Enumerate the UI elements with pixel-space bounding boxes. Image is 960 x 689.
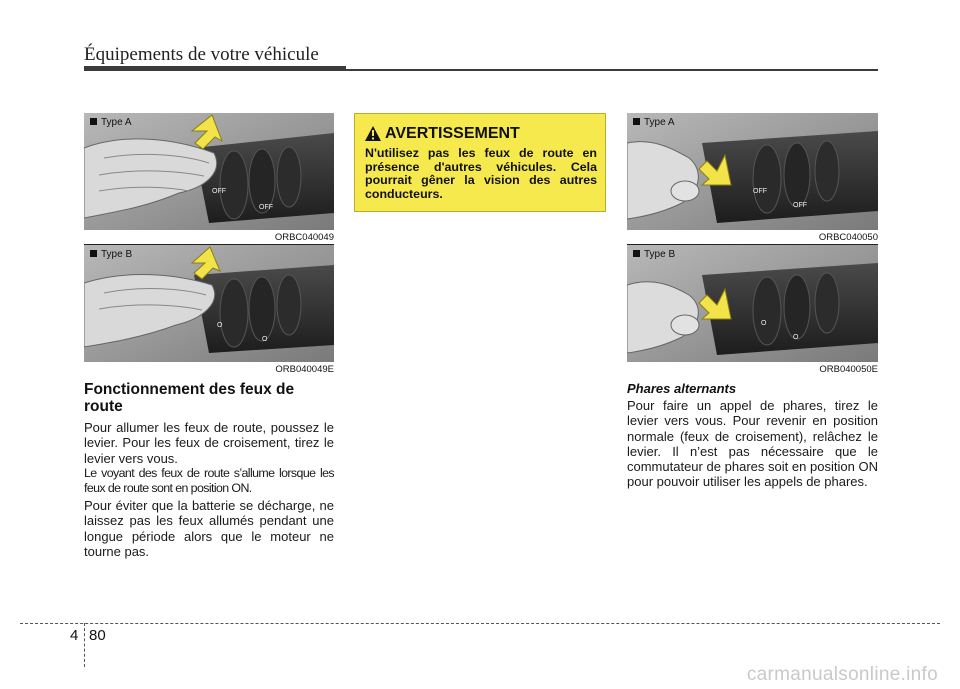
footer-rule	[20, 623, 940, 624]
stalk-off-text: OFF	[259, 204, 273, 211]
stalk-illustration	[84, 113, 334, 230]
paragraph: Pour faire un appel de phares, tirez le levier vers vous. Pour revenir en position normale (feux de croisement), relâchez le levier. Il n’est pas nécessaire que le commutateur de phares soit en position ON pour pouvoir utiliser les appels de phares.	[627, 398, 878, 490]
paragraph: Le voyant des feux de route s’allume lorsque les feux de route sont en position ON.	[84, 466, 334, 496]
stalk-off-text: OFF	[212, 188, 226, 195]
page-number: 80	[89, 627, 106, 644]
figure-type-label: Type A	[90, 117, 132, 128]
stalk-illustration	[84, 245, 334, 362]
chapter-number: 4	[70, 627, 79, 644]
page-title: Équipements de votre véhicule	[84, 44, 319, 65]
paragraph: Pour éviter que la batterie se décharge, ne laissez pas les feux allumés pendant une longue période alors que le moteur ne tourne pas.	[84, 498, 334, 559]
paragraph: Pour allumer les feux de route, poussez le levier. Pour les feux de croisement, tirez le levier vers vous.	[84, 420, 334, 466]
figure-code: ORBC040049	[274, 232, 334, 243]
figure-type-label: Type A	[633, 117, 675, 128]
stalk-on-text: O	[262, 336, 268, 343]
figure-pull-type-a	[627, 113, 878, 230]
stalk-illustration	[627, 245, 878, 362]
figure-pull-type-b	[627, 245, 878, 362]
watermark: carmanualsonline.info	[746, 664, 938, 685]
footer-divider	[84, 623, 85, 667]
figure-code: ORB040050E	[819, 364, 878, 375]
figure-push-type-b	[84, 245, 334, 362]
figure-type-label: Type B	[90, 249, 132, 260]
section-heading: Fonctionnement des feux de route	[84, 381, 295, 415]
stalk-off-text: OFF	[753, 188, 767, 195]
warning-triangle-icon	[365, 126, 381, 141]
stalk-illustration	[627, 113, 878, 230]
stalk-on-text: O	[793, 334, 799, 341]
warning-box	[354, 113, 606, 212]
figure-code: ORBC040050	[818, 232, 878, 243]
stalk-on-text: O	[217, 322, 223, 329]
figure-type-label: Type B	[633, 249, 675, 260]
warning-text: N'utilisez pas les feux de route en présence d'autres véhicules. Cela pourrait gêner la vision des autres conducteurs.	[365, 146, 597, 201]
figure-code: ORB040049E	[275, 364, 334, 375]
figure-push-type-a	[84, 113, 334, 230]
stalk-off-text: OFF	[793, 202, 807, 209]
subheading: Phares alternants	[627, 381, 737, 396]
stalk-on-text: O	[761, 320, 767, 327]
header-rule	[346, 69, 878, 71]
warning-title: AVERTISSEMENT	[385, 125, 520, 142]
header-rule-accent	[84, 66, 346, 71]
